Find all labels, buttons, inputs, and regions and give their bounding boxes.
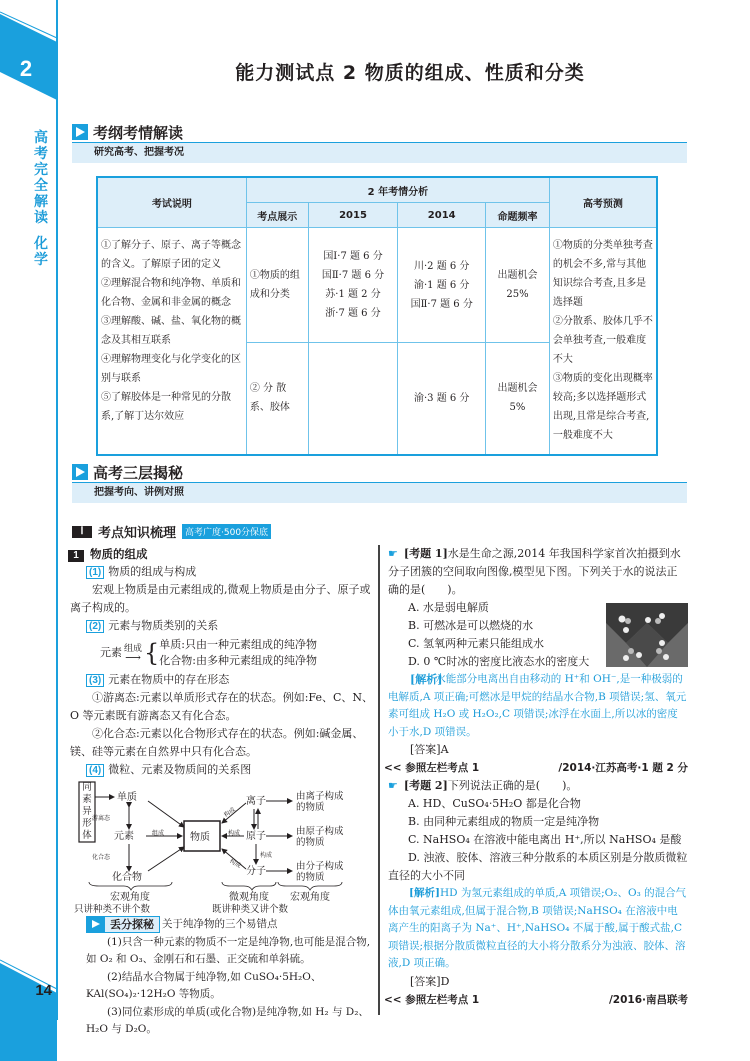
score-entry: 川·2 题 6 分: [413, 260, 470, 272]
section-title: 考纲考情解读: [93, 123, 184, 142]
molecule-substance: [296, 861, 344, 883]
right-column: [384, 545, 688, 1009]
item-tag: (4): [86, 764, 104, 777]
label-micro: 微观角度: [229, 892, 269, 903]
note-macro: 只讲种类不讲个数: [74, 904, 151, 915]
page-number: 14: [35, 982, 52, 999]
source: /2014·江苏高考·1 题 2 分: [558, 762, 688, 774]
label-form: 构成: [228, 830, 241, 837]
point-cell: ①物质的组成和分类: [246, 228, 308, 343]
label-form: 构成: [228, 857, 243, 870]
label-macro: 宏观角度: [290, 892, 330, 903]
header-freq: 命题频率: [486, 203, 550, 228]
header-2014: 2014: [398, 203, 486, 228]
sub-text: 的物质: [296, 872, 325, 883]
page-title: 能力测试点 2 物质的组成、性质和分类: [235, 62, 585, 84]
label-macro: 宏观角度: [110, 892, 150, 903]
arrow-right-icon: ⟶: [125, 651, 141, 664]
q1-answer: [答案]A: [410, 743, 449, 756]
analysis-label: [解析]: [409, 887, 440, 899]
option: D. 浊液、胶体、溶液三种分散系的本质区别是分散质微粒直径的大小不同: [388, 851, 688, 882]
source: /2016·南昌联考: [608, 993, 688, 1006]
option: A. HD、CuSO₄·5H₂O 都是化合物: [408, 797, 581, 810]
note-micro: 既讲种类又讲个数: [212, 904, 289, 915]
sidebar-decoration: [0, 0, 60, 1061]
roman-numeral: Ⅰ: [72, 526, 92, 538]
relation-simple: 单质:只由一种元素组成的纯净物: [159, 638, 318, 651]
q1-reference: [384, 759, 688, 777]
score-entry: 浙·7 题 6 分: [325, 308, 381, 319]
ref-link[interactable]: << 参照左栏考点 1: [384, 993, 480, 1006]
play-triangle-icon: [72, 124, 88, 140]
allotrope-char: 素: [82, 794, 92, 805]
sub-text: 由离子构成: [296, 791, 344, 802]
book-title-char: 高: [34, 130, 48, 146]
freq-cell: [486, 228, 550, 343]
freq-value: 25%: [506, 289, 529, 300]
label-free: 游离态: [92, 815, 111, 822]
node-substance: 物质: [190, 832, 210, 843]
pointing-hand-icon: ☛: [388, 547, 398, 560]
tip-p3: (3)同位素形成的单质(或化合物)是纯净物,如 H₂ 与 D₂、H₂O 与 D₂O。: [86, 1005, 369, 1035]
item-title: 元素与物质类别的关系: [108, 619, 219, 632]
label-compose: 组成: [152, 830, 165, 837]
label-form: 构成: [222, 806, 237, 819]
q1-options: [388, 599, 598, 671]
exam-desc-cell: [97, 228, 246, 455]
y2014-cell: [398, 228, 486, 343]
water-cluster-image: [606, 603, 688, 667]
node-atom: 原子: [246, 831, 266, 842]
book-title-char: 完: [34, 162, 48, 178]
label-form: 构成: [260, 852, 273, 859]
relation-element: 元素: [100, 646, 122, 659]
sub-text: 由分子构成: [296, 861, 344, 872]
item-4: [86, 761, 376, 779]
q2-answer: [答案]D: [410, 974, 450, 988]
question-1: [384, 545, 688, 777]
topic-title: 物质的组成: [90, 547, 148, 561]
header-exam-desc: 考试说明: [97, 177, 246, 228]
header-analysis: 2 年考情分析: [246, 177, 549, 203]
score-entry: 渝·3 题 6 分: [413, 392, 470, 404]
y2014-cell: [398, 343, 486, 455]
node-compound: 化合物: [112, 872, 142, 883]
topic-heading: [68, 545, 376, 563]
knowledge-title: 考点知识梳理: [98, 526, 177, 541]
q2-label: [考题 2]: [403, 779, 448, 792]
prediction-line: ③物质的变化出现概率较高;多以选择题形式出现,且常是综合考查,一般难度不大: [552, 373, 653, 442]
exam-desc-line: ⑤了解胶体是一种常见的分散系,了解丁达尔效应: [101, 392, 231, 422]
freq-value: 5%: [509, 402, 526, 414]
node-ion: 离子: [246, 796, 266, 807]
book-title: [33, 130, 49, 268]
section-subtitle: 把握考向、讲例对照: [72, 483, 687, 503]
sidebar: [0, 0, 57, 1061]
relation-compound: 化合物:由多种元素组成的纯净物: [159, 654, 318, 667]
pointing-hand-icon: ☛: [388, 779, 398, 792]
topic-number: 1: [68, 550, 84, 562]
relation-arrow-label: 组成: [124, 644, 143, 654]
free-state: ①游离态:元素以单质形式存在的状态。例如:Fe、C、N、O 等元素既有游离态又有化合态。: [70, 691, 373, 722]
freq-label: 出题机会: [497, 270, 538, 281]
tip-label: 丢分探秘: [110, 917, 154, 931]
sub-text: 由原子构成: [296, 826, 344, 837]
item-title: 元素在物质中的存在形态: [108, 673, 230, 686]
book-title-char: 读: [34, 210, 48, 226]
q2-stem-text: 下列说法正确的是( )。: [447, 779, 578, 792]
sub-text: 的物质: [296, 802, 325, 813]
option: C. 氢氧两种元素只能组成水: [408, 637, 545, 650]
option: A. 水是弱电解质: [408, 601, 489, 614]
q1-analysis: 水能部分电离出自由移动的 H⁺和 OH⁻,是一种极弱的电解质,A 项正确;可燃冰是甲烷的结晶水合物,B 项错误;氢、氧元素可组成 H₂O 或 H₂O₂,C 项错误;冰浮在水面上,所以冰的密度小于水,D 项错误。: [388, 673, 687, 738]
brace-icon: {: [144, 639, 160, 667]
tip-p1: (1)只含一种元素的物质不一定是纯净物,也可能是混合物,如 O₂ 和 O₃、金刚石和石墨、正交硫和单斜硫。: [86, 935, 371, 965]
score-entry: 渝·1 题 6 分: [413, 279, 470, 291]
node-simple: 单质: [117, 792, 137, 803]
score-entry: 国Ⅱ·7 题 6 分: [410, 298, 473, 310]
prediction-line: ②分散系、胶体几乎不会单独考查,一般难度不大: [552, 316, 653, 366]
option: B. 可燃冰是可以燃烧的水: [408, 619, 534, 632]
ion-substance: [296, 791, 344, 813]
header-prediction: 高考预测: [549, 177, 657, 228]
node-molecule: 分子: [246, 866, 266, 877]
analysis-label: [解析]: [410, 673, 443, 686]
q1-stem: [388, 545, 688, 599]
item-title: 物质的组成与构成: [108, 565, 197, 578]
left-column: [70, 545, 376, 1039]
score-entry: 国Ⅱ·7 题 6 分: [321, 270, 385, 281]
play-triangle-icon: [87, 917, 105, 932]
subject-char: 化: [34, 236, 48, 252]
book-title-char: 解: [34, 194, 48, 210]
exam-analysis-table: [96, 176, 658, 456]
score-entry: 苏·1 题 2 分: [325, 289, 381, 300]
q2-options: [388, 795, 688, 885]
allotrope-char: 形: [82, 818, 92, 829]
item-1: [86, 563, 376, 581]
exam-desc-line: ④理解物理变化与化学变化的区别与联系: [101, 354, 241, 384]
item-2: [86, 617, 376, 635]
exam-desc-line: ③理解酸、碱、盐、氧化物的概念及其相互联系: [101, 316, 241, 346]
point-cell: ② 分 散 系、胶体: [246, 343, 308, 455]
option: B. 由同种元素组成的物质一定是纯净物: [408, 815, 600, 828]
combined-state: ②化合态:元素以化合物形式存在的状态。例如:碱金属、镁、硅等元素在自然界中只有化合态。: [70, 727, 364, 758]
q1-stem-text: 水是生命之源,2014 年我国科学家首次拍摄到水分子团簇的空间取向图像,模型见下图。下列关于水的说法正确的是( )。: [388, 547, 681, 596]
chapter-number: 2: [19, 56, 33, 81]
analysis-text: HD 为氢元素组成的单质,A 项错误;O₂、O₃ 的混合气体由氧元素组成,但属于混合物,B 项错误;NaHSO₄ 在溶液中电离产生的阳离子为 Na⁺、H⁺,NaHSO₄ 不属于酸,属于酸式盐,C 项错误;根据分散质微粒直径的大小将分散系分为浊液、胶体、溶液,D 项正确。: [388, 887, 687, 969]
exam-desc-line: ②理解混合物和纯净物、单质和化合物、金属和非金属的概念: [101, 278, 241, 308]
option: C. NaHSO₄ 在溶液中能电离出 H⁺,所以 NaHSO₄ 是酸: [408, 833, 682, 846]
element-relation: [86, 635, 376, 671]
sidebar-rule: [56, 0, 58, 1020]
node-element: 元素: [114, 831, 134, 842]
prediction-cell: [549, 228, 657, 455]
tip-title: 关于纯净物的三个易错点: [162, 918, 278, 930]
knowledge-badge: 高考广度·500分保底: [182, 524, 271, 539]
score-entry: 国Ⅰ·7 题 6 分: [323, 251, 383, 262]
book-title-char: 考: [34, 146, 48, 162]
section-subtitle: 研究高考、把握考况: [72, 143, 687, 163]
prediction-line: ①物质的分类单独考查的机会不多,常与其他知识综合考查,且多是选择题: [552, 240, 653, 309]
section-header-secrets: [72, 462, 687, 503]
exam-desc-line: ①了解分子、原子、离子等概念的含义。了解原子团的定义: [101, 240, 241, 270]
item-title: 微粒、元素及物质间的关系图: [108, 763, 252, 776]
q2-reference: [384, 991, 688, 1009]
subject-char: 学: [34, 252, 48, 268]
allotrope-char: 同: [82, 782, 92, 793]
item-3: [86, 671, 376, 689]
q2-analysis: [388, 885, 688, 973]
header-point: 考点展示: [246, 203, 308, 228]
q1-label: [考题 1]: [403, 547, 448, 560]
section-header-syllabus: [72, 122, 687, 163]
y2015-cell: [308, 343, 398, 455]
book-title-char: 全: [34, 178, 48, 194]
item-tag: (2): [86, 620, 104, 633]
tip-p2: (2)结晶水合物属于纯净物,如 CuSO₄·5H₂O、KAl(SO₄)₂·12H₂O 等物质。: [86, 970, 322, 1000]
q2-stem: [388, 777, 688, 795]
item-tag: (1): [86, 566, 104, 579]
y2015-cell: [308, 228, 398, 343]
ref-link[interactable]: << 参照左栏考点 1: [384, 762, 480, 774]
option: D. 0 ℃时冰的密度比液态水的密度大: [408, 655, 590, 668]
allotrope-char: 体: [82, 830, 92, 841]
allotrope-char: 异: [82, 806, 92, 817]
section-title: 高考三层揭秘: [93, 463, 184, 482]
header-2015: 2015: [308, 203, 398, 228]
sub-text: 的物质: [296, 837, 325, 848]
freq-label: 出题机会: [497, 383, 538, 395]
play-triangle-icon: [72, 464, 88, 480]
freq-cell: [486, 343, 550, 455]
page-tab-shape: [0, 963, 57, 1061]
question-2: [384, 777, 688, 1009]
atom-substance: [296, 826, 344, 848]
item-tag: (3): [86, 674, 104, 687]
label-combined: 化合态: [92, 854, 111, 861]
relation-diagram: [74, 779, 364, 914]
knowledge-header: [72, 522, 271, 541]
item-1-body: 宏观上物质是由元素组成的,微观上物质是由分子、原子或离子构成的。: [70, 583, 371, 614]
column-divider: [378, 545, 380, 1015]
